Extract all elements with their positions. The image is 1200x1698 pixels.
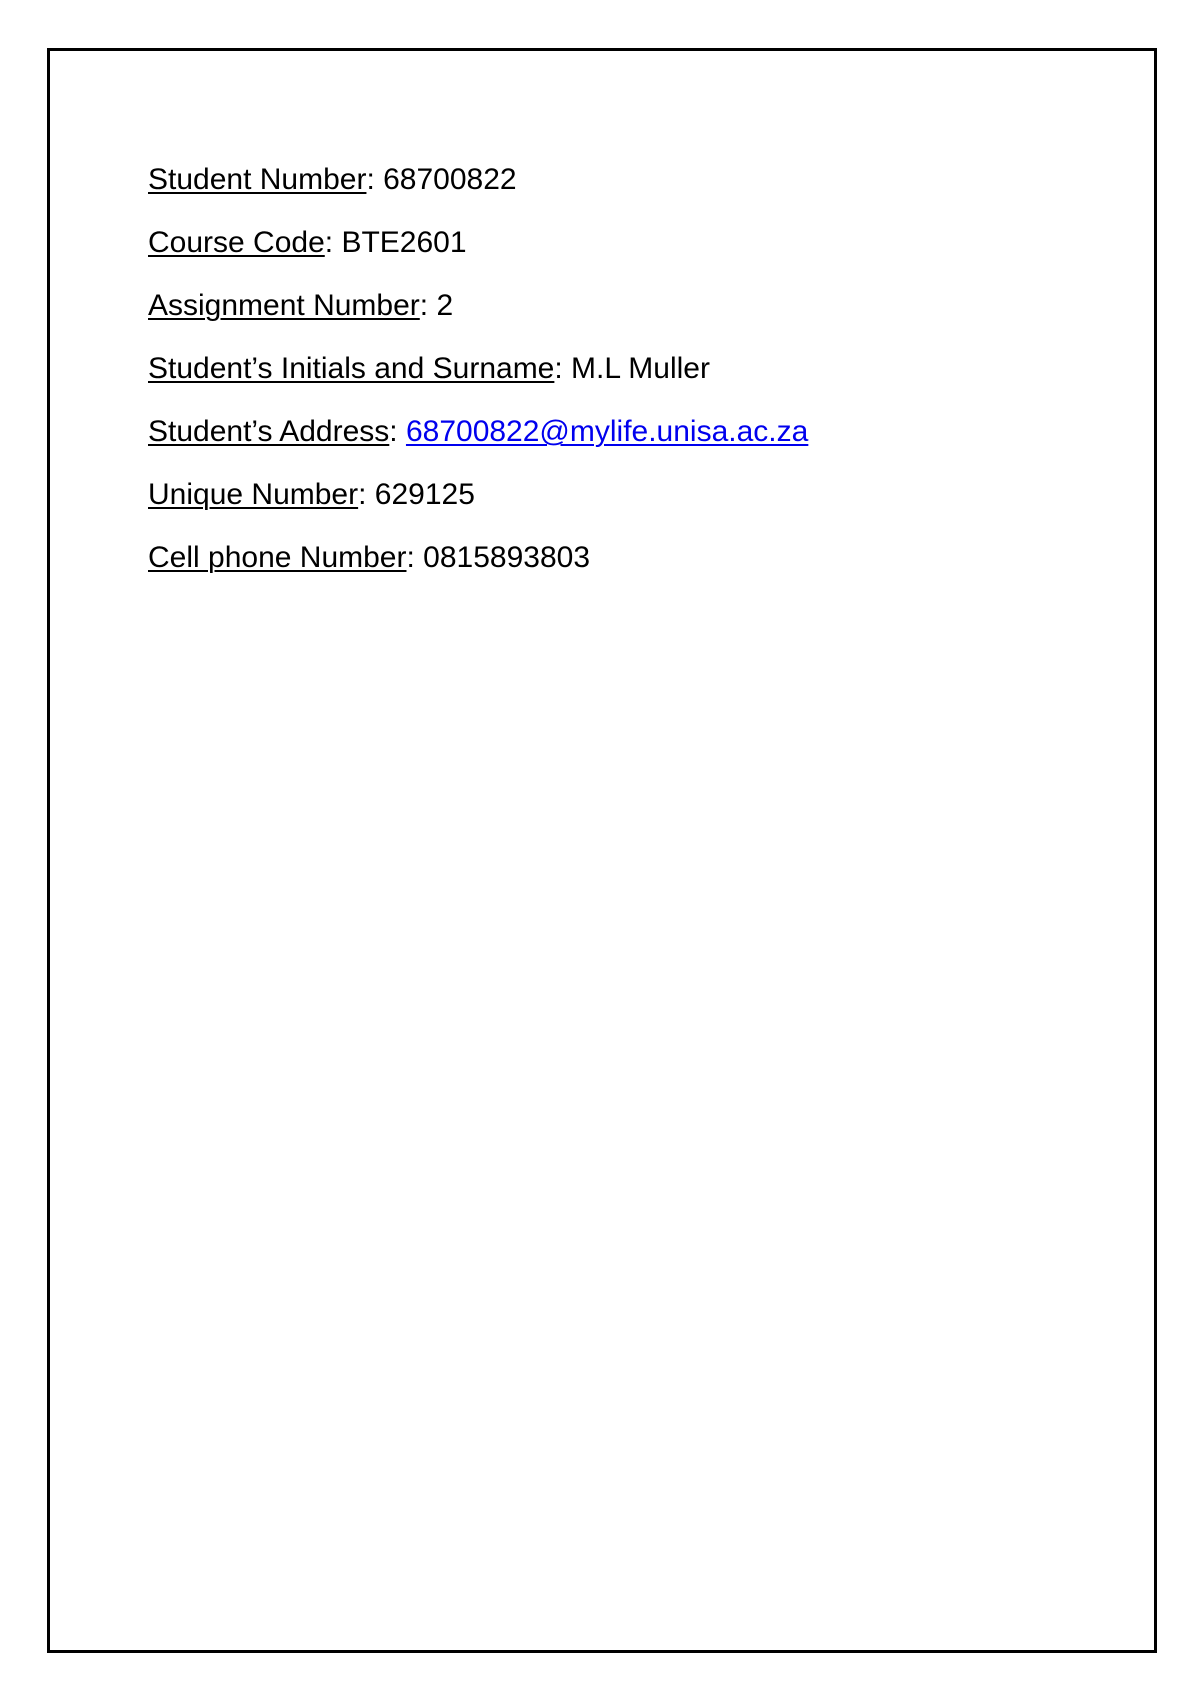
student-details [148,148,1108,589]
separator: : [554,352,572,385]
course-code-label: Course Code [148,226,325,259]
cell-phone-label: Cell phone Number [148,541,407,574]
separator: : [389,415,406,448]
separator: : [366,163,384,196]
student-name-label: Student’s Initials and Surname [148,352,555,385]
email-link[interactable]: 68700822@mylife.unisa.ac.za [405,415,809,448]
unique-number-value: 629125 [374,478,475,511]
student-address-label: Student’s Address [148,415,390,448]
course-code-row [148,211,1108,274]
cell-phone-value: 0815893803 [423,541,591,574]
assignment-number-value: 2 [436,289,454,322]
student-number-label: Student Number [148,163,367,196]
separator: : [324,226,342,259]
student-number-value: 68700822 [383,163,517,196]
cell-phone-row [148,526,1108,589]
student-address-row [148,400,1108,463]
separator: : [406,541,424,574]
unique-number-label: Unique Number [148,478,359,511]
separator: : [358,478,375,511]
separator: : [419,289,437,322]
page-border [47,48,1157,1653]
course-code-value: BTE2601 [341,226,467,259]
assignment-number-label: Assignment Number [148,289,420,322]
student-number-row [148,148,1108,211]
student-name-row [148,337,1108,400]
assignment-number-row [148,274,1108,337]
unique-number-row [148,463,1108,526]
student-name-value: M.L Muller [571,352,710,385]
